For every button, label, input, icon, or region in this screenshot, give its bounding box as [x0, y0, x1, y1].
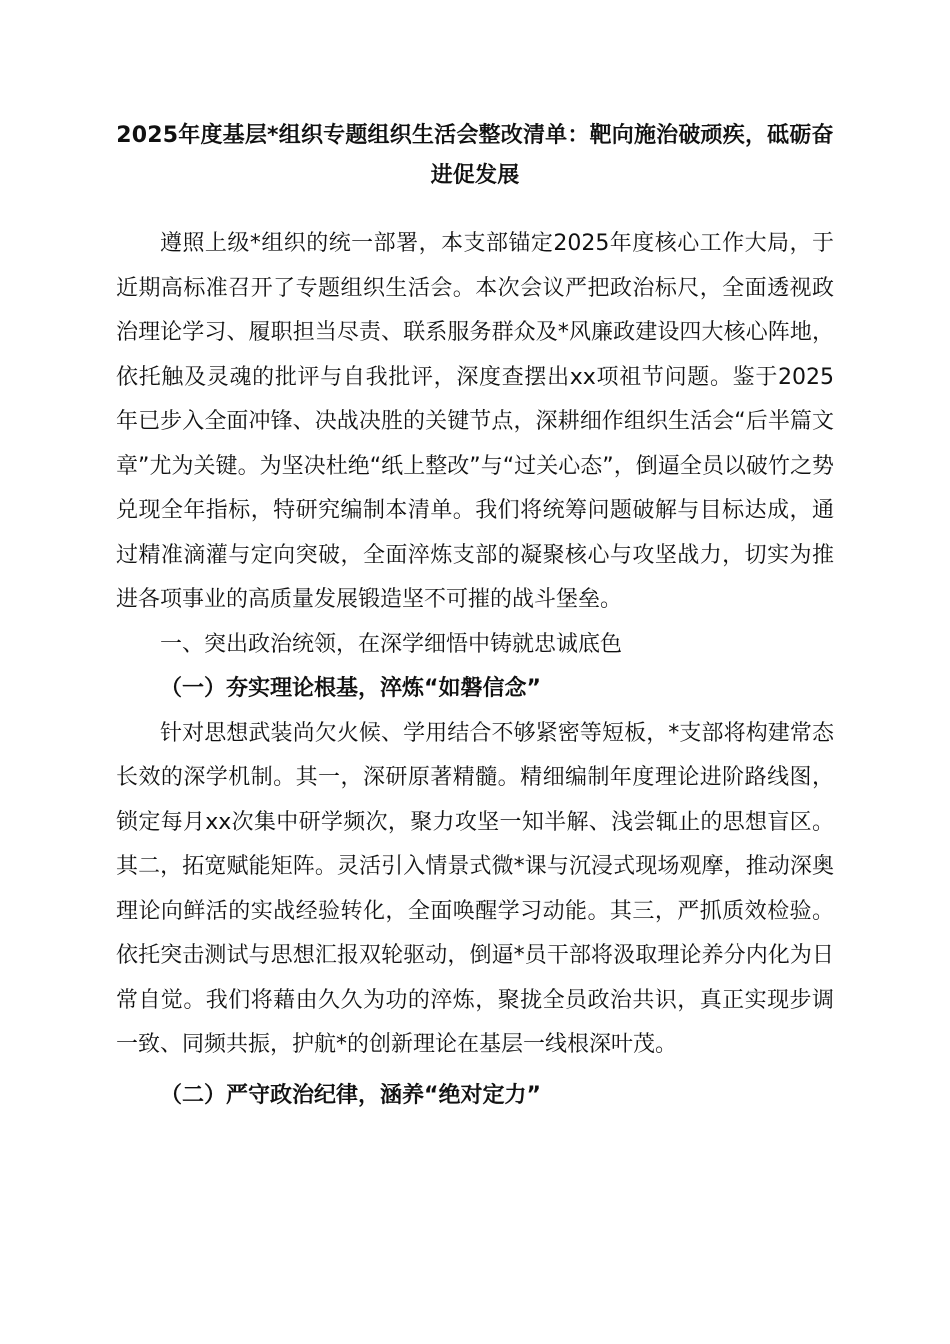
document-page	[116, 110, 834, 1118]
document-title: 2025年度基层*组织专题组织生活会整改清单：靶向施治破顽疾，砥砺奋进促发展	[116, 123, 834, 188]
subsection-heading: （一）夯实理论根基，淬炼“如磐信念”	[160, 676, 541, 701]
section-heading: 一、突出政治统领，在深学细悟中铸就忠诚底色	[160, 631, 623, 657]
subsection-heading: （二）严守政治纪律，涵养“绝对定力”	[160, 1082, 541, 1108]
intro-paragraph: 遵照上级*组织的统一部署，本支部锚定2025年度核心工作大局，于近期高标准召开了专题组织生活会。本次会议严把政治标尺，全面透视政治理论学习、履职担当尽责、联系服务群众及*风廉政建设四大核心阵地，依托触及灵魂的批评与自我批评，深度查摆出xx项祖节问题。鉴于2025年已步入全面冲锋、决战决胜的关键节点，深耕细作组织生活会“后半篇文章”尤为关键。为坚决杜绝“纸上整改”与“过关心态”，倒逼全员以破竹之势兑现全年指标，特研究编制本清单。我们将统筹问题破解与目标达成，通过精准滴灌与定向突破，全面淬炼支部的凝聚核心与攻坚战力，切实为推进各项事业的高质量发展锻造坚不可摧的战斗堡垒。	[116, 231, 834, 612]
subsection-body: 针对思想武装尚欠火候、学用结合不够紧密等短板，*支部将构建常态长效的深学机制。其一，深研原著精髓。精细编制年度理论进阶路线图，锁定每月xx次集中研学频次，聚力攻坚一知半解、浅尝辄止的思想盲区。其二，拓宽赋能矩阵。灵活引入情景式微*课与沉浸式现场观摩，推动深奥理论向鲜活的实战经验转化，全面唤醒学习动能。其三，严抓质效检验。依托突击测试与思想汇报双轮驱动，倒逼*员干部将汲取理论养分内化为日常自觉。我们将藉由久久为功的淬炼，聚拢全员政治共识，真正实现步调一致、同频共振，护航*的创新理论在基层一线根深叶茂。	[116, 720, 834, 1057]
